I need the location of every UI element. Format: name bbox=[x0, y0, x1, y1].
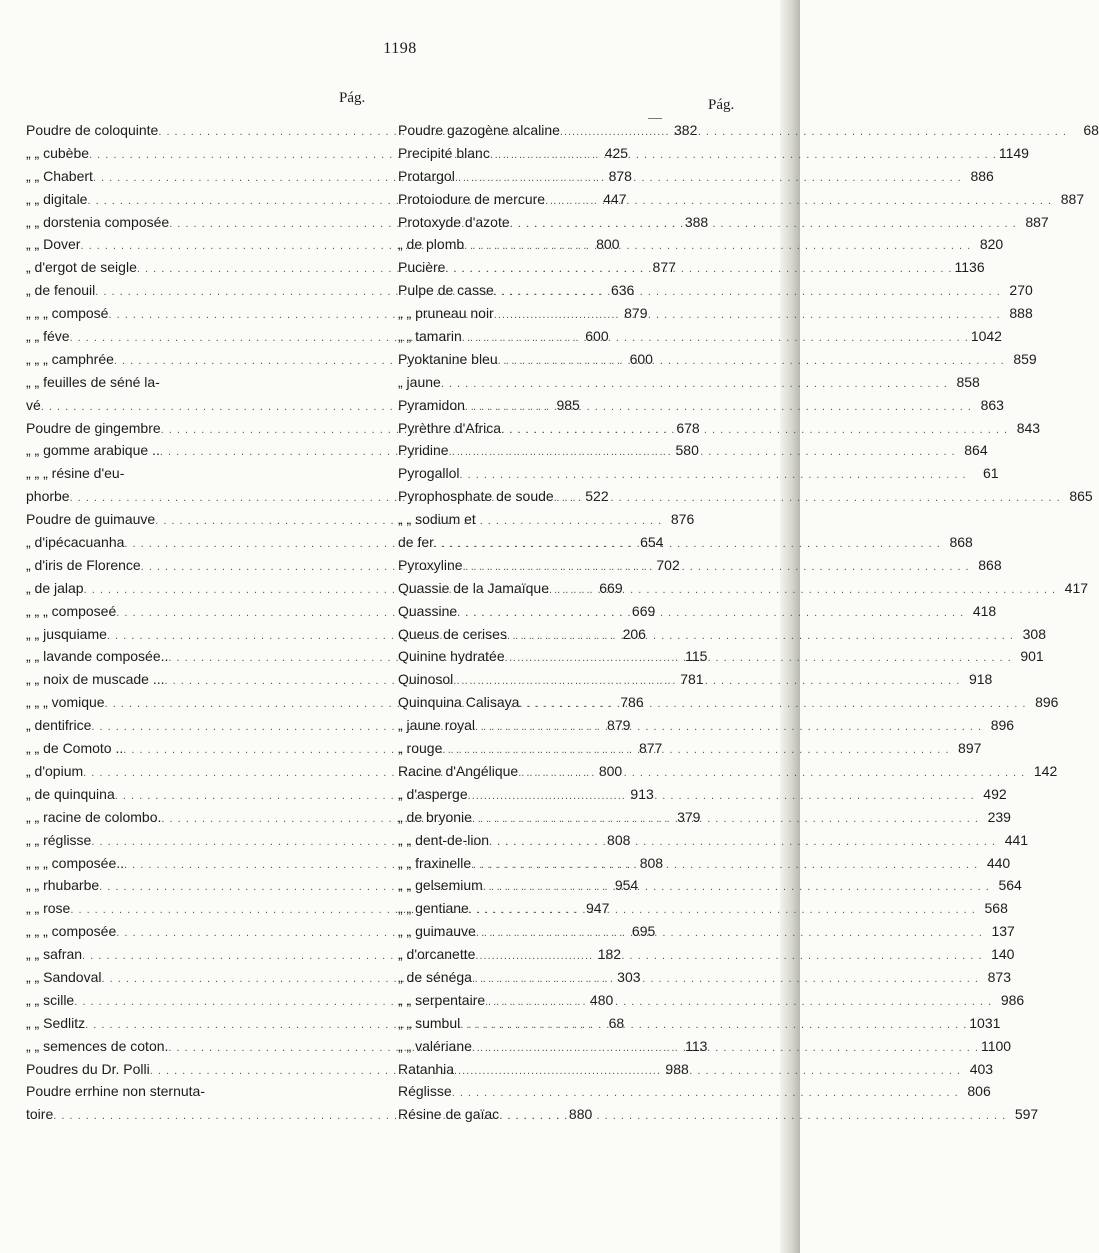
entry-text: toire bbox=[26, 1106, 54, 1123]
entry-text: Quassie de la Jamaïque bbox=[398, 579, 549, 596]
entry-text: „ „ sodium et bbox=[398, 511, 476, 528]
entry-page-number: 695 bbox=[631, 923, 656, 940]
dot-leader bbox=[498, 350, 1005, 373]
entry-text: „ „ rhubarbe bbox=[26, 877, 100, 894]
dot-leader bbox=[475, 716, 982, 739]
entry-page-number: 806 bbox=[967, 1083, 991, 1100]
entry-page-number: 879 bbox=[607, 717, 631, 734]
entry-text: Quinine hydratée bbox=[398, 648, 505, 665]
entry-page-number: 1149 bbox=[998, 144, 1029, 161]
entry-page-number: 600 bbox=[629, 350, 653, 367]
dot-leader bbox=[457, 602, 964, 625]
dot-leader bbox=[445, 258, 952, 281]
entry-text: phorbe bbox=[26, 488, 70, 505]
entry-page-number: 876 bbox=[670, 511, 695, 528]
page-number: 1198 bbox=[383, 40, 417, 57]
index-entry bbox=[398, 211, 1049, 234]
dot-leader bbox=[463, 556, 970, 579]
entry-page-number: 887 bbox=[1060, 190, 1085, 207]
entry-text: „ „ feuilles de séné la- bbox=[26, 373, 160, 390]
entry-page-number: 580 bbox=[675, 442, 699, 459]
dot-leader bbox=[476, 922, 983, 945]
dot-leader bbox=[434, 533, 941, 556]
entry-text: „ „ safran bbox=[26, 946, 83, 963]
dot-leader bbox=[472, 1037, 979, 1060]
dot-leader bbox=[469, 899, 976, 922]
entry-page-number: 492 bbox=[983, 785, 1007, 802]
dot-leader bbox=[519, 693, 1026, 716]
entry-page-number: 654 bbox=[640, 534, 664, 551]
entry-page-number: 308 bbox=[1022, 625, 1046, 642]
entry-text: „ de plomb bbox=[398, 236, 465, 253]
entry-page-number: 388 bbox=[684, 213, 709, 230]
entry-page-number: 568 bbox=[984, 900, 1008, 917]
entry-text: „ „ Chabert bbox=[26, 167, 93, 184]
index-entry bbox=[398, 623, 1046, 646]
entry-page-number: 1042 bbox=[970, 328, 1002, 345]
entry-page-number: 702 bbox=[656, 556, 680, 573]
entry-text: „ rouge bbox=[398, 740, 443, 757]
entry-text: „ „ fraxinelle bbox=[398, 854, 472, 871]
entry-page-number: 115 bbox=[685, 648, 708, 665]
entry-text: Résine de gaïac bbox=[398, 1106, 500, 1123]
dot-leader bbox=[494, 304, 1001, 327]
entry-text: „ „ pruneau noir bbox=[398, 305, 494, 322]
entry-text: „ „ serpentaire bbox=[398, 991, 486, 1008]
entry-page-number: 303 bbox=[617, 968, 641, 985]
entry-text: „ „ lavande composée.. bbox=[26, 648, 169, 665]
entry-text: Pyridine bbox=[398, 442, 449, 459]
entry-text: Queus de cerises bbox=[398, 625, 507, 642]
entry-text: Precipité blanc bbox=[398, 144, 490, 161]
dot-leader bbox=[499, 1105, 1006, 1128]
entry-page-number: 888 bbox=[1009, 305, 1033, 322]
index-entry bbox=[398, 966, 1011, 989]
dot-leader bbox=[449, 441, 956, 464]
entry-text: Quassine bbox=[398, 602, 458, 619]
entry-text: „ jaune royal bbox=[398, 717, 476, 734]
entry-text: „ d'opium bbox=[26, 762, 84, 779]
entry-page-number: 597 bbox=[1014, 1106, 1039, 1123]
index-entry bbox=[398, 1035, 1012, 1058]
entry-text: Pyoktanine bleu bbox=[398, 350, 498, 367]
entry-text: Protoiodure de mercure bbox=[398, 190, 546, 207]
entry-text: Quinosol bbox=[398, 671, 454, 688]
entry-page-number: 61 bbox=[982, 465, 999, 482]
entry-text: „ de fenouil bbox=[26, 282, 96, 299]
entry-page-number: 403 bbox=[969, 1060, 994, 1077]
entry-text: „ „ „ vomique bbox=[26, 694, 105, 711]
entry-text: „ „ noix de muscade ... bbox=[26, 671, 165, 688]
index-entry bbox=[398, 554, 1002, 577]
entry-page-number: 887 bbox=[1025, 213, 1049, 230]
index-entry bbox=[398, 714, 1015, 737]
entry-text: „ „ semences de coton. bbox=[26, 1037, 169, 1054]
entry-page-number: 441 bbox=[1004, 831, 1029, 848]
entry-text: „ „ „ camphrée bbox=[26, 350, 114, 367]
entry-text: „ „ féve bbox=[26, 328, 70, 345]
dot-leader bbox=[510, 213, 1017, 236]
dot-leader bbox=[501, 419, 1008, 442]
entry-page-number: 913 bbox=[630, 785, 654, 802]
entry-text: „ „ rose bbox=[26, 900, 71, 917]
entry-text: Ratanhia bbox=[398, 1060, 455, 1077]
entry-page-number: 896 bbox=[1035, 694, 1059, 711]
dot-leader bbox=[483, 876, 990, 899]
entry-page-number: 879 bbox=[624, 305, 648, 322]
entry-text: „ „ scille bbox=[26, 991, 75, 1008]
entry-text: Pyroxyline bbox=[398, 556, 463, 573]
dot-leader bbox=[560, 121, 1067, 144]
dot-leader bbox=[472, 968, 979, 991]
entry-text: „ d'iris de Florence bbox=[26, 556, 141, 573]
entry-page-number: 985 bbox=[556, 396, 580, 413]
entry-text: Pyrophosphate de soude bbox=[398, 488, 554, 505]
index-entry bbox=[398, 600, 997, 623]
entry-page-number: 901 bbox=[1020, 648, 1044, 665]
entry-text: „ de jalap bbox=[26, 579, 84, 596]
entry-page-number: 142 bbox=[1033, 762, 1058, 779]
index-entry bbox=[398, 737, 982, 760]
index-entry bbox=[398, 829, 1029, 852]
entry-page-number: 182 bbox=[597, 946, 622, 963]
entry-page-number: 669 bbox=[599, 579, 623, 596]
right-column-header: Pág. bbox=[708, 97, 735, 113]
index-entry bbox=[398, 691, 1059, 714]
entry-page-number: 440 bbox=[986, 854, 1011, 871]
entry-page-number: 868 bbox=[978, 556, 1002, 573]
index-entry bbox=[26, 462, 386, 485]
entry-text: „ „ Dover bbox=[26, 236, 81, 253]
entry-text: Poudre gazogène alcaline bbox=[398, 122, 560, 138]
entry-page-number: 417 bbox=[1064, 579, 1089, 596]
entry-text: „ „ „ composé bbox=[26, 305, 109, 322]
entry-text: „ „ gelsemium bbox=[398, 877, 483, 894]
entry-text: „ de quinquina bbox=[26, 785, 115, 802]
entry-text: „ de sénéga bbox=[398, 968, 472, 985]
index-entry bbox=[398, 302, 1033, 325]
entry-text: „ de bryonie bbox=[398, 808, 472, 825]
index-entry bbox=[398, 165, 994, 188]
entry-text: „ d'ipécacuanha bbox=[26, 534, 125, 551]
entry-text: vé bbox=[26, 396, 41, 413]
entry-text: „ „ racine de colombo. bbox=[26, 808, 162, 825]
dot-leader bbox=[455, 167, 962, 190]
index-entry bbox=[398, 806, 1011, 829]
entry-page-number: 877 bbox=[652, 259, 676, 276]
entry-text: Pulpe de casse bbox=[398, 282, 494, 299]
entry-text: „ „ de Comoto .. bbox=[26, 740, 124, 757]
entry-text: „ „ cubèbe bbox=[26, 144, 90, 161]
entry-text: Pyrèthre d'Africa bbox=[398, 419, 502, 436]
entry-page-number: 800 bbox=[598, 762, 623, 779]
entry-text: „ „ „ composée bbox=[26, 923, 117, 940]
dot-leader bbox=[549, 579, 1056, 602]
index-entry bbox=[398, 989, 1025, 1012]
left-column-header: Pág. bbox=[339, 90, 366, 106]
dot-leader bbox=[507, 625, 1014, 648]
entry-text: Racine d'Angélique bbox=[398, 762, 519, 779]
entry-text: „ dentifrice bbox=[26, 717, 92, 734]
entry-page-number: 1100 bbox=[980, 1037, 1012, 1054]
entry-page-number: 820 bbox=[979, 236, 1004, 253]
entry-text: Pucière bbox=[398, 259, 446, 276]
dot-leader bbox=[518, 762, 1025, 785]
entry-page-number: 137 bbox=[991, 923, 1015, 940]
index-entry bbox=[398, 439, 988, 462]
entry-page-number: 859 bbox=[1013, 350, 1037, 367]
entry-page-number: 669 bbox=[631, 602, 656, 619]
index-entry bbox=[398, 462, 999, 485]
entry-page-number: 113 bbox=[685, 1037, 708, 1054]
entry-page-number: 858 bbox=[956, 373, 980, 390]
entry-text: „ „ dorstenia composée bbox=[26, 213, 170, 230]
index-entry bbox=[398, 1103, 1039, 1126]
entry-page-number: 1031 bbox=[969, 1014, 1001, 1031]
entry-page-number: 868 bbox=[949, 534, 973, 551]
dot-leader bbox=[442, 739, 949, 762]
entry-page-number: 873 bbox=[987, 968, 1011, 985]
dot-leader bbox=[452, 1082, 959, 1105]
index-entry bbox=[398, 920, 1015, 943]
entry-page-number: 800 bbox=[596, 236, 620, 253]
entry-text: „ „ valériane bbox=[398, 1037, 472, 1054]
entry-text: Poudre errhine non sternuta- bbox=[26, 1083, 205, 1100]
entry-page-number: 781 bbox=[680, 671, 704, 688]
entry-text: Protargol bbox=[398, 167, 455, 184]
dot-leader bbox=[505, 647, 1012, 670]
entry-text: „ „ dent-de-lion bbox=[398, 831, 490, 848]
entry-page-number: 897 bbox=[958, 740, 982, 757]
index-entry bbox=[398, 371, 980, 394]
index-entry bbox=[398, 1058, 994, 1081]
entry-text: „ d'ergot de seigle bbox=[26, 259, 137, 276]
entry-text: „ d'asperge bbox=[398, 785, 468, 802]
index-entry bbox=[398, 783, 1007, 806]
dot-leader bbox=[441, 373, 948, 396]
entry-page-number: 522 bbox=[585, 488, 609, 505]
index-entry bbox=[398, 577, 1089, 600]
entry-page-number: 678 bbox=[676, 419, 700, 436]
entry-text: Poudres du Dr. Polli bbox=[26, 1060, 150, 1077]
entry-text: „ „ Sandoval bbox=[26, 968, 102, 985]
dot-leader bbox=[490, 144, 997, 167]
index-entry bbox=[398, 279, 1033, 302]
index-entry bbox=[398, 417, 1041, 440]
entry-text: „ „ gomme arabique .. bbox=[26, 442, 160, 459]
index-entry bbox=[398, 874, 1022, 897]
entry-text: Protoxyde d'azote bbox=[398, 213, 510, 230]
index-entry bbox=[26, 1080, 386, 1103]
entry-page-number: 447 bbox=[603, 190, 627, 207]
entry-page-number: 863 bbox=[980, 396, 1004, 413]
entry-page-number: 947 bbox=[586, 900, 610, 917]
entry-text: „ „ gentiane bbox=[398, 900, 469, 917]
right-index-column bbox=[398, 119, 1099, 1126]
entry-page-number: 564 bbox=[998, 877, 1022, 894]
index-entry bbox=[398, 348, 1037, 371]
dot-leader bbox=[468, 785, 975, 808]
entry-text: „ „ guimauve bbox=[398, 923, 476, 940]
entry-page-number: 954 bbox=[614, 877, 639, 894]
entry-text: „ d'orcanette bbox=[398, 946, 476, 963]
index-entry bbox=[398, 943, 1015, 966]
entry-text: Pyrogallol bbox=[398, 465, 460, 482]
dot-leader bbox=[459, 464, 966, 487]
dot-leader bbox=[471, 854, 978, 877]
entry-text: Poudre de coloquinte bbox=[26, 122, 159, 138]
index-entry bbox=[398, 645, 1044, 668]
entry-page-number: 480 bbox=[589, 991, 614, 1008]
entry-page-number: 988 bbox=[665, 1060, 689, 1077]
index-entry bbox=[398, 188, 1085, 211]
entry-page-number: 878 bbox=[608, 167, 632, 184]
entry-page-number: 425 bbox=[604, 144, 629, 161]
entry-text: „ „ „ composée.. bbox=[26, 854, 125, 871]
entry-text: Poudre de guimauve bbox=[26, 511, 156, 528]
index-entry bbox=[26, 371, 386, 394]
index-entry bbox=[398, 897, 1008, 920]
dot-leader bbox=[464, 235, 971, 258]
entry-page-number: 896 bbox=[990, 717, 1015, 734]
entry-page-number: 1136 bbox=[954, 259, 985, 276]
entry-text: „ „ Sedlitz bbox=[26, 1014, 86, 1031]
index-entry bbox=[398, 508, 758, 531]
entry-text: „ „ sumbul bbox=[398, 1014, 461, 1031]
index-entry bbox=[398, 531, 973, 554]
entry-text: Poudre de gingembre bbox=[26, 419, 161, 436]
entry-page-number: 206 bbox=[622, 625, 646, 642]
entry-page-number: 880 bbox=[568, 1106, 593, 1123]
index-entry bbox=[398, 233, 1004, 256]
entry-text: „ „ réglisse bbox=[26, 831, 92, 848]
index-entry bbox=[398, 668, 993, 691]
entry-text: „ jaune bbox=[398, 373, 441, 390]
dot-leader bbox=[460, 1014, 967, 1037]
entry-page-number: 864 bbox=[964, 442, 988, 459]
index-entry bbox=[398, 119, 1099, 142]
entry-page-number: 68 bbox=[1083, 122, 1099, 138]
index-entry bbox=[398, 760, 1058, 783]
entry-page-number: 786 bbox=[620, 694, 644, 711]
dot-leader bbox=[454, 1060, 961, 1083]
index-entry bbox=[398, 1012, 1001, 1035]
dot-leader bbox=[494, 281, 1001, 304]
entry-page-number: 808 bbox=[639, 854, 664, 871]
entry-text: de fer bbox=[398, 534, 434, 551]
entry-page-number: 886 bbox=[970, 167, 994, 184]
entry-page-number: 865 bbox=[1069, 488, 1093, 505]
entry-text: „ „ „ résine d'eu- bbox=[26, 465, 125, 482]
dot-leader bbox=[545, 190, 1052, 213]
entry-text: „ „ „ composeé bbox=[26, 602, 117, 619]
entry-page-number: 418 bbox=[972, 602, 997, 619]
index-entry bbox=[398, 1080, 991, 1103]
index-entry bbox=[398, 394, 1004, 417]
entry-page-number: 918 bbox=[968, 671, 993, 688]
entry-page-number: 382 bbox=[674, 122, 698, 138]
index-entry bbox=[398, 256, 985, 279]
entry-page-number: 600 bbox=[585, 328, 609, 345]
dot-leader bbox=[554, 487, 1061, 510]
index-entry bbox=[398, 325, 1002, 348]
entry-page-number: 239 bbox=[987, 808, 1011, 825]
entry-text: Quinquina Calisaya bbox=[398, 694, 520, 711]
entry-text: „ „ tamarin bbox=[398, 328, 462, 345]
dot-leader bbox=[465, 396, 972, 419]
dot-leader bbox=[485, 991, 992, 1014]
entry-text: Réglisse bbox=[398, 1083, 452, 1100]
dot-leader bbox=[453, 670, 960, 693]
entry-text: „ „ jusquiame bbox=[26, 625, 107, 642]
entry-text: Pyramidon bbox=[398, 396, 465, 413]
dot-leader bbox=[472, 808, 979, 831]
entry-text: „ „ digitale bbox=[26, 190, 88, 207]
index-entry bbox=[398, 142, 1029, 165]
entry-page-number: 808 bbox=[607, 831, 631, 848]
entry-page-number: 877 bbox=[638, 740, 663, 757]
index-entry bbox=[398, 485, 1093, 508]
entry-page-number: 843 bbox=[1016, 419, 1041, 436]
entry-page-number: 68 bbox=[608, 1014, 625, 1031]
dot-leader bbox=[462, 327, 969, 350]
entry-page-number: 986 bbox=[1000, 991, 1025, 1008]
entry-page-number: 140 bbox=[991, 946, 1015, 963]
entry-page-number: 270 bbox=[1009, 282, 1033, 299]
index-entry bbox=[398, 852, 1011, 875]
dot-leader bbox=[475, 945, 982, 968]
entry-page-number: 636 bbox=[610, 282, 635, 299]
entry-page-number: 379 bbox=[677, 808, 701, 825]
dot-leader bbox=[489, 831, 996, 854]
